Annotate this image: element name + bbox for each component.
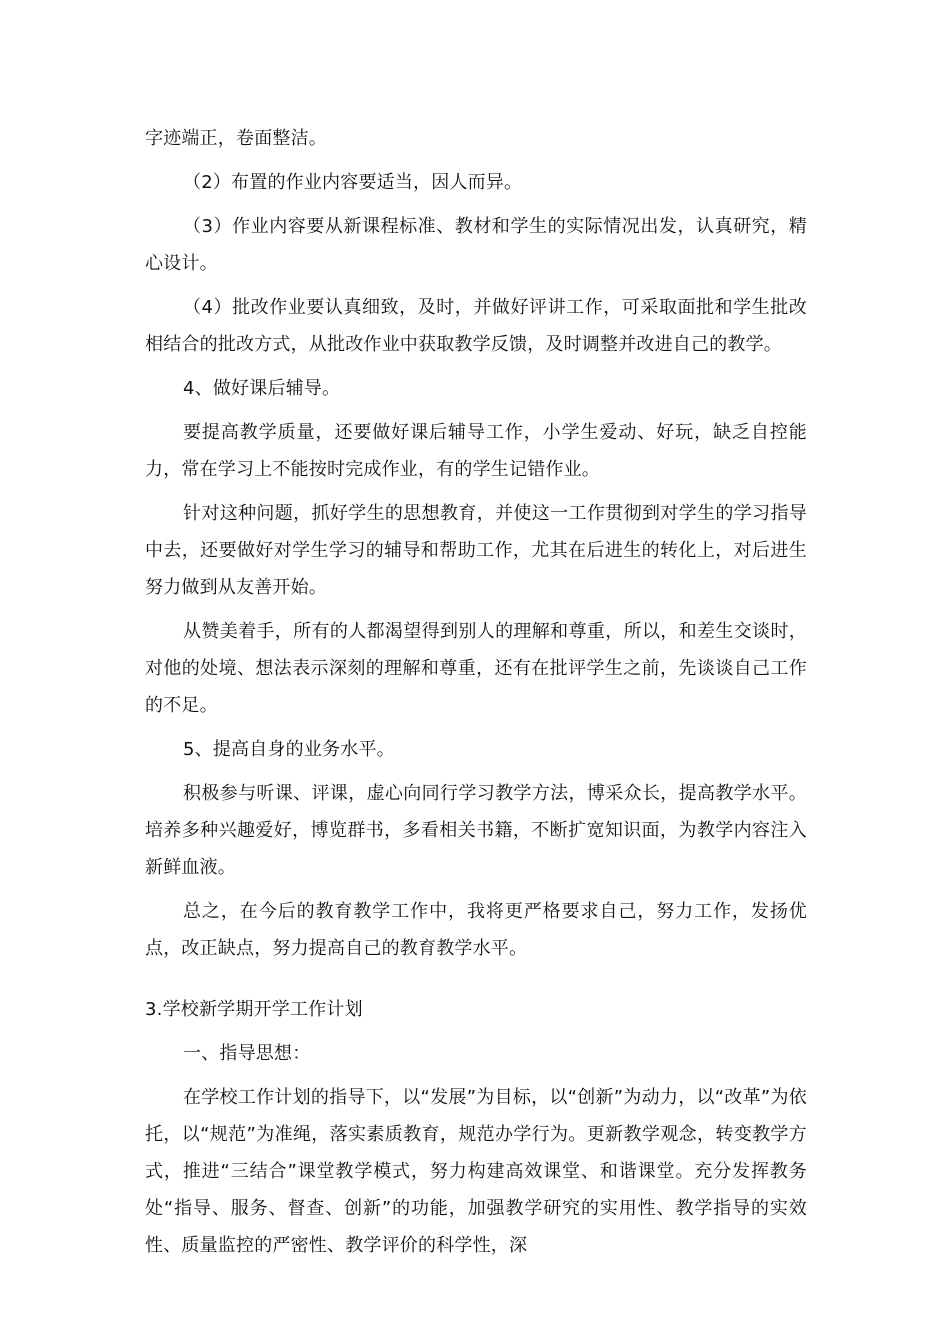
paragraph-tutoring-1: 要提高教学质量，还要做好课后辅导工作，小学生爱动、好玩，缺乏自控能力，常在学习上不能按时完成作业，有的学生记错作业。	[145, 422, 807, 480]
paragraph-guiding-ideology: 在学校工作计划的指导下，以“发展”为目标，以“创新”为动力，以“改革”为依托，以“规范”为准绳，落实素质教育，规范办学行为。更新教学观念，转变教学方式，推进“三结合”课堂教学模式，努力构建高效课堂、和谐课堂。充分发挥教务处“指导、服务、督查、创新”的功能，加强教学研究的实用性、教学指导的实效性、质量监控的严密性、教学评价的科学性，深	[145, 1087, 807, 1256]
paragraph-homework-3: （3）作业内容要从新课程标准、教材和学生的实际情况出发，认真研究，精心设计。	[145, 216, 807, 274]
heading-guiding-ideology: 一、指导思想：	[183, 1043, 311, 1064]
paragraph-summary: 总之，在今后的教育教学工作中，我将更严格要求自己，努力工作，发扬优点，改正缺点，努力提高自己的教育教学水平。	[145, 901, 807, 959]
heading-professional-level: 5、提高自身的业务水平。	[183, 739, 395, 760]
paragraph-professional-level: 积极参与听课、评课，虚心向同行学习教学方法，博采众长，提高教学水平。培养多种兴趣爱好，博览群书，多看相关书籍，不断扩宽知识面，为教学内容注入新鲜血液。	[145, 783, 807, 878]
paragraph-homework-2: （2）布置的作业内容要适当，因人而异。	[183, 172, 523, 193]
section-title-school-plan: 3.学校新学期开学工作计划	[145, 999, 363, 1020]
document-body	[145, 120, 807, 1271]
paragraph-tutoring-3: 从赞美着手，所有的人都渴望得到别人的理解和尊重，所以，和差生交谈时，对他的处境、想法表示深刻的理解和尊重，还有在批评学生之前，先谈谈自己工作的不足。	[145, 621, 807, 716]
heading-after-class-tutoring: 4、做好课后辅导。	[183, 378, 341, 399]
paragraph-continuation: 字迹端正，卷面整洁。	[145, 128, 327, 149]
paragraph-homework-4: （4）批改作业要认真细致，及时，并做好评讲工作，可采取面批和学生批改相结合的批改方式，从批改作业中获取教学反馈，及时调整并改进自己的教学。	[145, 297, 807, 355]
paragraph-tutoring-2: 针对这种问题，抓好学生的思想教育，并使这一工作贯彻到对学生的学习指导中去，还要做好对学生学习的辅导和帮助工作，尤其在后进生的转化上，对后进生努力做到从友善开始。	[145, 503, 807, 598]
